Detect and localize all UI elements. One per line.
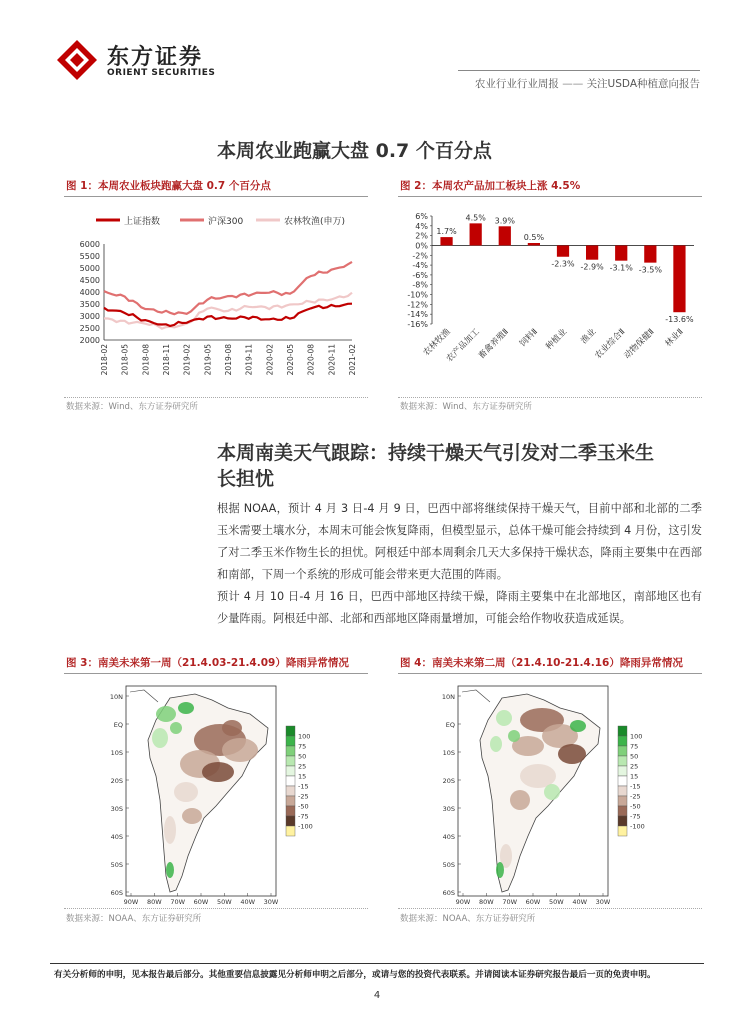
legend-value-label: 75: [298, 742, 307, 751]
report-header: [475, 76, 700, 91]
fig2-data-label: -3.5%: [638, 265, 662, 275]
fig2-y-tick: 6%: [415, 212, 428, 221]
legend-color-swatch: [618, 726, 627, 736]
fig2-y-tick: -16%: [407, 320, 428, 329]
legend-value-label: 100: [630, 732, 643, 741]
wetter-anomaly-patch: [496, 862, 504, 878]
fig2-data-label: -3.1%: [609, 263, 633, 273]
map-lat-label: 30S: [442, 805, 455, 813]
map-lat-label: EQ: [445, 721, 455, 729]
fig1-y-tick: 3500: [79, 300, 100, 309]
fig4-source: 数据来源：NOAA、东方证券研究所: [400, 914, 536, 924]
legend-color-swatch: [286, 826, 295, 836]
legend-color-swatch: [618, 766, 627, 776]
legend-color-swatch: [286, 816, 295, 826]
fig2-bottom-rule: [398, 397, 702, 398]
fig2-y-tick: 2%: [415, 231, 428, 241]
fig1-y-tick: 4500: [79, 276, 100, 285]
fig2-y-tick: -10%: [407, 290, 428, 300]
fig1-x-tick: 2019-05: [203, 344, 213, 376]
section-title-market: 本周农业跑赢大盘 0.7 个百分点: [217, 140, 492, 162]
fig2-y-tick: -6%: [412, 270, 428, 280]
fig2-data-label: 3.9%: [494, 216, 515, 226]
fig1-x-tick: 2018-02: [100, 344, 109, 376]
map-lon-label: 40W: [572, 898, 588, 905]
map-lat-label: 60S: [110, 889, 123, 897]
map-lat-label: 40S: [110, 833, 123, 841]
fig2-y-tick: -4%: [412, 261, 428, 271]
legend-value-label: -100: [630, 822, 645, 831]
page-number: 4: [373, 990, 381, 1001]
map-lon-label: 70W: [170, 898, 186, 905]
drier-anomaly-patch: [222, 738, 258, 762]
fig2-y-tick: 0%: [415, 241, 428, 251]
rain-anomaly-map: [100, 680, 330, 905]
drier-anomaly-patch: [182, 808, 202, 824]
fig1-y-tick: 3000: [79, 312, 100, 321]
drier-anomaly-patch: [174, 782, 198, 802]
map-lon-label: 90W: [123, 898, 139, 905]
wetter-anomaly-patch: [570, 720, 586, 732]
map-lon-label: 90W: [455, 898, 471, 905]
map-lon-label: 50W: [216, 898, 232, 905]
fig1-x-tick: 2018-05: [120, 344, 130, 376]
fig2-bar: [615, 245, 627, 260]
fig2-data-label: -2.9%: [580, 262, 604, 272]
legend-value-label: -100: [298, 822, 313, 831]
map-lon-label: 60W: [525, 898, 541, 905]
map-lat-label: 10S: [110, 749, 123, 757]
fig2-bar: [470, 223, 482, 245]
fig1-title: 图 1：本周农业板块跑赢大盘 0.7 个百分点: [66, 180, 271, 192]
map-lat-label: 60S: [442, 889, 455, 897]
legend-color-swatch: [618, 826, 627, 836]
fig2-category-label: 林业Ⅱ: [663, 327, 686, 350]
map-lon-label: 80W: [478, 898, 494, 905]
map-lat-label: 10N: [109, 693, 123, 701]
fig2-category-label: 农业综合Ⅱ: [593, 327, 628, 362]
section-title-weather-line1: 本周南美天气跟踪：持续干燥天气引发对二季玉米生: [217, 442, 655, 464]
fig1-x-tick: 2018-08: [141, 344, 151, 376]
fig4-rule: [398, 673, 702, 674]
wetter-anomaly-patch: [496, 710, 512, 726]
fig2-category-label: 畜禽养殖Ⅱ: [476, 327, 511, 362]
wetter-anomaly-patch: [152, 728, 168, 748]
fig2-category-label: 农产品加工: [444, 327, 482, 365]
map-lat-label: 10N: [441, 693, 455, 701]
fig1-y-tick: 4000: [79, 288, 100, 297]
footer-divider: [50, 963, 704, 964]
drier-anomaly-patch: [222, 720, 242, 736]
report-topic: 关注USDA种植意向报告: [586, 78, 700, 90]
legend-value-label: -15: [298, 782, 309, 791]
wetter-anomaly-patch: [170, 722, 182, 734]
legend-label-agri: 农林牧渔(申万): [284, 217, 346, 227]
fig1-rule: [64, 196, 368, 197]
fig2-bar: [673, 245, 685, 312]
fig2-bar: [528, 243, 540, 245]
fig3-rule: [64, 673, 368, 674]
fig1-line-chart: [64, 200, 368, 396]
section-title-weather-line2: 长担忧: [217, 468, 275, 490]
legend-color-swatch: [618, 776, 627, 786]
map-lat-label: 20S: [442, 777, 455, 785]
fig1-source: 数据来源：Wind、东方证券研究所: [66, 402, 198, 412]
drier-anomaly-patch: [558, 744, 586, 764]
map-lon-label: 80W: [146, 898, 162, 905]
fig4-title: 图 4：南美未来第二周（21.4.10-21.4.16）降雨异常情况: [400, 657, 683, 669]
legend-color-swatch: [618, 796, 627, 806]
legend-color-swatch: [286, 746, 295, 756]
map-lon-label: 40W: [240, 898, 256, 905]
legend-color-swatch: [286, 766, 295, 776]
fig2-bars: [436, 213, 694, 324]
map-lon-label: 70W: [502, 898, 518, 905]
fig4-rain-map: [432, 680, 662, 905]
header-separator: ——: [562, 78, 584, 90]
fig1-y-tick: 6000: [79, 240, 100, 249]
legend-value-label: -25: [298, 792, 309, 801]
legend-value-label: -75: [630, 812, 641, 821]
report-type: 农业行业行业周报: [474, 78, 559, 90]
fig2-data-label: 1.7%: [436, 227, 457, 237]
paragraph-week2: 预计 4 月 10 日-4 月 16 日，巴西中部地区持续干燥，降雨主要集中在北部地区，南部地区也有少量阵雨。阿根廷中部、北部和西部地区降雨量增加，可能会给作物收获造成延误。: [217, 590, 702, 625]
fig3-title: 图 3：南美未来第一周（21.4.03-21.4.09）降雨异常情况: [66, 657, 349, 669]
footer-disclaimer: 有关分析师的申明，见本报告最后部分。其他重要信息披露见分析师申明之后部分，或请与您的投资代表联系。并请阅读本证券研究报告最后一页的免责申明。: [54, 970, 656, 980]
wetter-anomaly-patch: [490, 736, 502, 752]
fig2-data-label: 4.5%: [465, 213, 486, 223]
fig1-x-tick: 2020-11: [327, 344, 337, 376]
legend-value-label: -75: [298, 812, 309, 821]
fig2-bar: [557, 245, 569, 256]
legend-value-label: 25: [630, 762, 639, 771]
map-lon-label: 30W: [595, 898, 611, 905]
section-title-weather: [217, 440, 654, 492]
fig3-rain-map: [100, 680, 330, 905]
legend-color-swatch: [286, 796, 295, 806]
drier-anomaly-patch: [164, 816, 176, 844]
fig1-x-tick: 2020-08: [306, 344, 316, 376]
fig1-x-axis: [100, 340, 357, 375]
brand-mark-icon: [55, 38, 99, 82]
fig1-y-axis: [80, 240, 104, 345]
legend-color-swatch: [286, 726, 295, 736]
fig1-x-tick: 2020-05: [286, 344, 295, 376]
fig2-bar: [644, 245, 656, 262]
fig1-x-tick: 2020-02: [265, 344, 275, 376]
legend-value-label: 75: [630, 742, 639, 751]
legend-color-swatch: [618, 736, 627, 746]
wetter-anomaly-patch: [156, 706, 176, 722]
legend-value-label: 50: [630, 752, 639, 761]
rain-anomaly-map: [432, 680, 662, 905]
legend-color-swatch: [286, 756, 295, 766]
wetter-anomaly-patch: [544, 784, 560, 800]
legend-value-label: -25: [630, 792, 641, 801]
legend-color-swatch: [286, 786, 295, 796]
fig2-data-label: -13.6%: [665, 315, 694, 325]
brand-logo: [55, 38, 215, 82]
legend-value-label: -50: [298, 802, 309, 811]
brand-name-cn: 东方证券: [107, 45, 204, 70]
fig2-bar: [586, 245, 598, 259]
legend-color-swatch: [618, 756, 627, 766]
legend-value-label: -50: [630, 802, 641, 811]
fig1-series: [104, 262, 352, 329]
fig2-rule: [398, 196, 702, 197]
legend-color-swatch: [618, 806, 627, 816]
fig1-x-tick: 2018-11: [162, 344, 171, 376]
map-lat-label: 50S: [110, 861, 123, 869]
legend-color-swatch: [618, 816, 627, 826]
map-lat-label: 10S: [442, 749, 455, 757]
legend-value-label: 15: [298, 772, 307, 781]
fig2-data-label: -2.3%: [551, 259, 575, 269]
fig2-category-label: 种植业: [544, 327, 570, 353]
map-lat-label: 40S: [442, 833, 455, 841]
fig1-y-tick: 2500: [79, 324, 100, 333]
fig1-y-tick: 5000: [79, 264, 100, 273]
legend-color-swatch: [286, 776, 295, 786]
fig1-bottom-rule: [64, 397, 368, 398]
legend-color-swatch: [286, 806, 295, 816]
fig2-data-label: 0.5%: [523, 233, 545, 242]
paragraph-week1: 根据 NOAA，预计 4 月 3 日-4 月 9 日，巴西中部将继续保持干燥天气，目前中部和北部的二季玉米需要土壤水分，本周末可能会恢复降雨，但模型显示，总体干燥可能会持续到 4 月份，这引发了对二季玉米作物生长的担忧。阿根廷中部本周剩余几天大多保持干燥状态，降雨主要集中在西部和南部，下周一个系统的形成可能会带来更大范围的阵雨。: [217, 502, 702, 581]
fig2-bar: [499, 226, 511, 245]
legend-value-label: 50: [298, 752, 307, 761]
fig1-y-tick: 2000: [79, 336, 100, 345]
header-divider: [458, 70, 700, 71]
legend-label-sse: 上证指数: [124, 217, 161, 227]
map-lat-label: 20S: [110, 777, 123, 785]
fig1-legend: [96, 215, 345, 227]
map-lon-label: 50W: [548, 898, 564, 905]
wetter-anomaly-patch: [166, 862, 174, 878]
legend-color-swatch: [618, 786, 627, 796]
fig2-category-label: 农林牧渔: [421, 327, 453, 359]
legend-label-csi300: 沪深300: [208, 217, 244, 227]
fig2-bar: [440, 237, 452, 245]
fig2-y-tick: -8%: [412, 280, 428, 290]
map-lat-label: 30S: [110, 805, 123, 813]
fig1-x-tick: 2019-08: [224, 344, 233, 376]
legend-value-label: 25: [298, 762, 307, 771]
fig1-x-tick: 2021-02: [348, 344, 357, 376]
legend-color-swatch: [286, 736, 295, 746]
brand-name-en: ORIENT SECURITIES: [107, 68, 216, 78]
legend-color-swatch: [618, 746, 627, 756]
drier-anomaly-patch: [510, 790, 530, 810]
fig1-y-tick: 5500: [79, 252, 100, 261]
fig2-source: 数据来源：Wind、东方证券研究所: [400, 402, 532, 412]
fig2-bar-chart: [398, 200, 702, 396]
map-lat-label: 50S: [442, 861, 455, 869]
map-lon-label: 30W: [263, 898, 279, 905]
legend-value-label: -15: [630, 782, 641, 791]
wetter-anomaly-patch: [508, 730, 520, 742]
fig2-category-label: 动物保健Ⅱ: [622, 327, 657, 362]
fig2-title: 图 2：本周农产品加工板块上涨 4.5%: [400, 180, 581, 192]
legend-value-label: 100: [298, 732, 311, 741]
fig1-x-tick: 2019-02: [182, 344, 192, 376]
fig2-category-label: 渔业: [579, 327, 599, 347]
fig2-y-tick: -14%: [407, 310, 428, 320]
fig3-bottom-rule: [64, 908, 368, 909]
wetter-anomaly-patch: [178, 702, 194, 714]
fig2-y-tick: -12%: [407, 300, 428, 310]
fig2-category-label: 饲料Ⅱ: [517, 327, 541, 350]
fig2-y-tick: -2%: [412, 251, 428, 261]
fig1-x-tick: 2019-11: [244, 344, 254, 376]
fig1-series-line-2: [104, 293, 352, 329]
map-lon-label: 60W: [193, 898, 209, 905]
drier-anomaly-patch: [202, 762, 234, 782]
fig4-bottom-rule: [398, 908, 702, 909]
legend-value-label: 15: [630, 772, 639, 781]
fig2-categories: [421, 326, 686, 364]
fig3-source: 数据来源：NOAA、东方证券研究所: [66, 914, 202, 924]
fig2-y-tick: 4%: [415, 221, 428, 231]
map-lat-label: EQ: [113, 721, 123, 729]
